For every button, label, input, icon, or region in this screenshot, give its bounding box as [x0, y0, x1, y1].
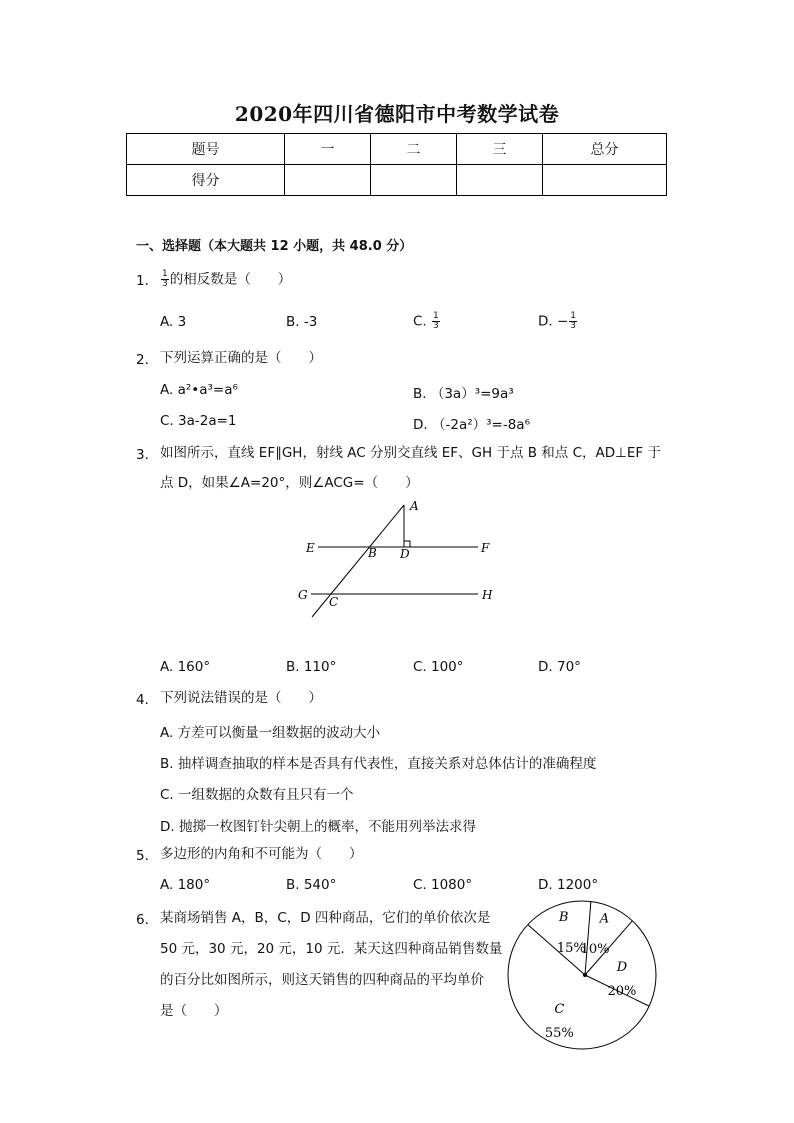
question-number: 2. [136, 352, 149, 368]
fraction-denominator: 3 [570, 321, 577, 331]
label-d: D [400, 547, 410, 561]
option-d: D. 抛掷一枚图钉针尖朝上的概率，不能用列举法求得 [160, 819, 476, 835]
label-f: F [481, 541, 490, 555]
score-cell [285, 165, 371, 196]
label-g: G [298, 588, 308, 602]
question-stem-line: 某商场销售 A，B，C，D 四种商品，它们的单价依次是 [160, 910, 491, 926]
section-heading: 一、选择题（本大题共 12 小题，共 48.0 分） [136, 239, 413, 254]
fraction-numerator: 1 [162, 269, 168, 279]
label-c: C [329, 595, 339, 609]
fraction-denominator: 3 [433, 321, 439, 331]
label-b: B [368, 546, 377, 560]
pie-chart [506, 899, 662, 1051]
ray-ac [312, 505, 404, 617]
question-number: 5. [136, 848, 149, 864]
score-header-cell: 一 [285, 134, 371, 165]
pie-outline [508, 901, 656, 1049]
score-cell [371, 165, 457, 196]
score-cell [457, 165, 543, 196]
score-cell [543, 165, 667, 196]
score-table [126, 133, 667, 196]
question-stem-line: 如图所示，直线 EF∥GH，射线 AC 分别交直线 EF、GH 于点 B 和点 C，AD⊥EF 于 [160, 445, 661, 461]
question-number: 4. [136, 692, 149, 708]
question-number: 1. [136, 273, 149, 289]
pie-slice-label: C [554, 1001, 565, 1017]
question-stem-line: 50 元，30 元，20 元，10 元．某天这四种商品销售数量 [160, 941, 503, 957]
question-stem: 多边形的内角和不可能为（ ） [160, 846, 363, 862]
fraction-numerator: 1 [570, 311, 577, 321]
option-d: D. 70° [538, 659, 581, 675]
option-d [538, 312, 578, 331]
pie-slice-label: A [599, 911, 610, 927]
score-table-score-row [127, 165, 667, 196]
option-b: B. -3 [286, 314, 318, 330]
option-a: A. 180° [160, 877, 211, 893]
pie-slice-value: 15% [556, 940, 586, 956]
option-b: B. （3a）³=9a³ [413, 386, 514, 402]
score-header-cell: 三 [457, 134, 543, 165]
label-h: H [482, 588, 493, 602]
fraction [569, 312, 577, 331]
score-header-cell: 总分 [543, 134, 667, 165]
option-c: C. 100° [413, 659, 464, 675]
question-stem-line: 是（ ） [160, 1003, 228, 1019]
question-text: 的相反数是（ ） [169, 271, 292, 288]
score-row-label: 得分 [127, 165, 285, 196]
pie-center-dot [583, 973, 587, 977]
option-a: A. 方差可以衡量一组数据的波动大小 [160, 725, 381, 741]
label-a: A [410, 499, 419, 513]
geometry-figure [296, 496, 506, 624]
fraction [432, 312, 440, 331]
pie-slice-value: 20% [607, 984, 637, 1000]
fraction-numerator: 1 [433, 311, 439, 321]
option-letter: C. [413, 313, 432, 330]
question-stem-line: 的百分比如图所示，则这天销售的四种商品的平均单价 [160, 972, 484, 988]
fraction [161, 270, 169, 289]
option-b: B. 110° [286, 659, 337, 675]
question-number: 3. [136, 447, 149, 463]
option-c: C. 1080° [413, 877, 473, 893]
pie-slice-value: 55% [544, 1025, 574, 1041]
question-stem: 下列说法错误的是（ ） [160, 690, 322, 706]
pie-slice-label: D [616, 960, 628, 976]
option-d: D. （-2a²）³=-8a⁶ [413, 417, 530, 433]
option-b: B. 抽样调查抽取的样本是否具有代表性，直接关系对总体估计的准确程度 [160, 756, 597, 772]
option-letter: D. − [538, 313, 569, 330]
option-a: A. 3 [160, 314, 187, 330]
option-b: B. 540° [286, 877, 337, 893]
question-number: 6. [136, 912, 149, 928]
option-c: C. 3a-2a=1 [160, 413, 237, 429]
score-header-cell: 二 [371, 134, 457, 165]
pie-slice-label: B [558, 909, 569, 925]
option-d: D. 1200° [538, 877, 599, 893]
pie-slice-value: 10% [580, 941, 610, 957]
score-table-header-row [127, 134, 667, 165]
page-title: 2020年四川省德阳市中考数学试卷 [234, 102, 560, 126]
option-a: A. a²•a³=a⁶ [160, 382, 238, 398]
option-a: A. 160° [160, 659, 211, 675]
question-stem-line: 点 D，如果∠A=20°，则∠ACG=（ ） [160, 475, 419, 491]
fraction-denominator: 3 [162, 279, 168, 289]
question-stem: 下列运算正确的是（ ） [160, 350, 322, 366]
label-e: E [306, 541, 315, 555]
score-header-cell: 题号 [127, 134, 285, 165]
question-stem [160, 270, 291, 289]
option-c: C. 一组数据的众数有且只有一个 [160, 787, 354, 803]
option-c [413, 312, 441, 331]
